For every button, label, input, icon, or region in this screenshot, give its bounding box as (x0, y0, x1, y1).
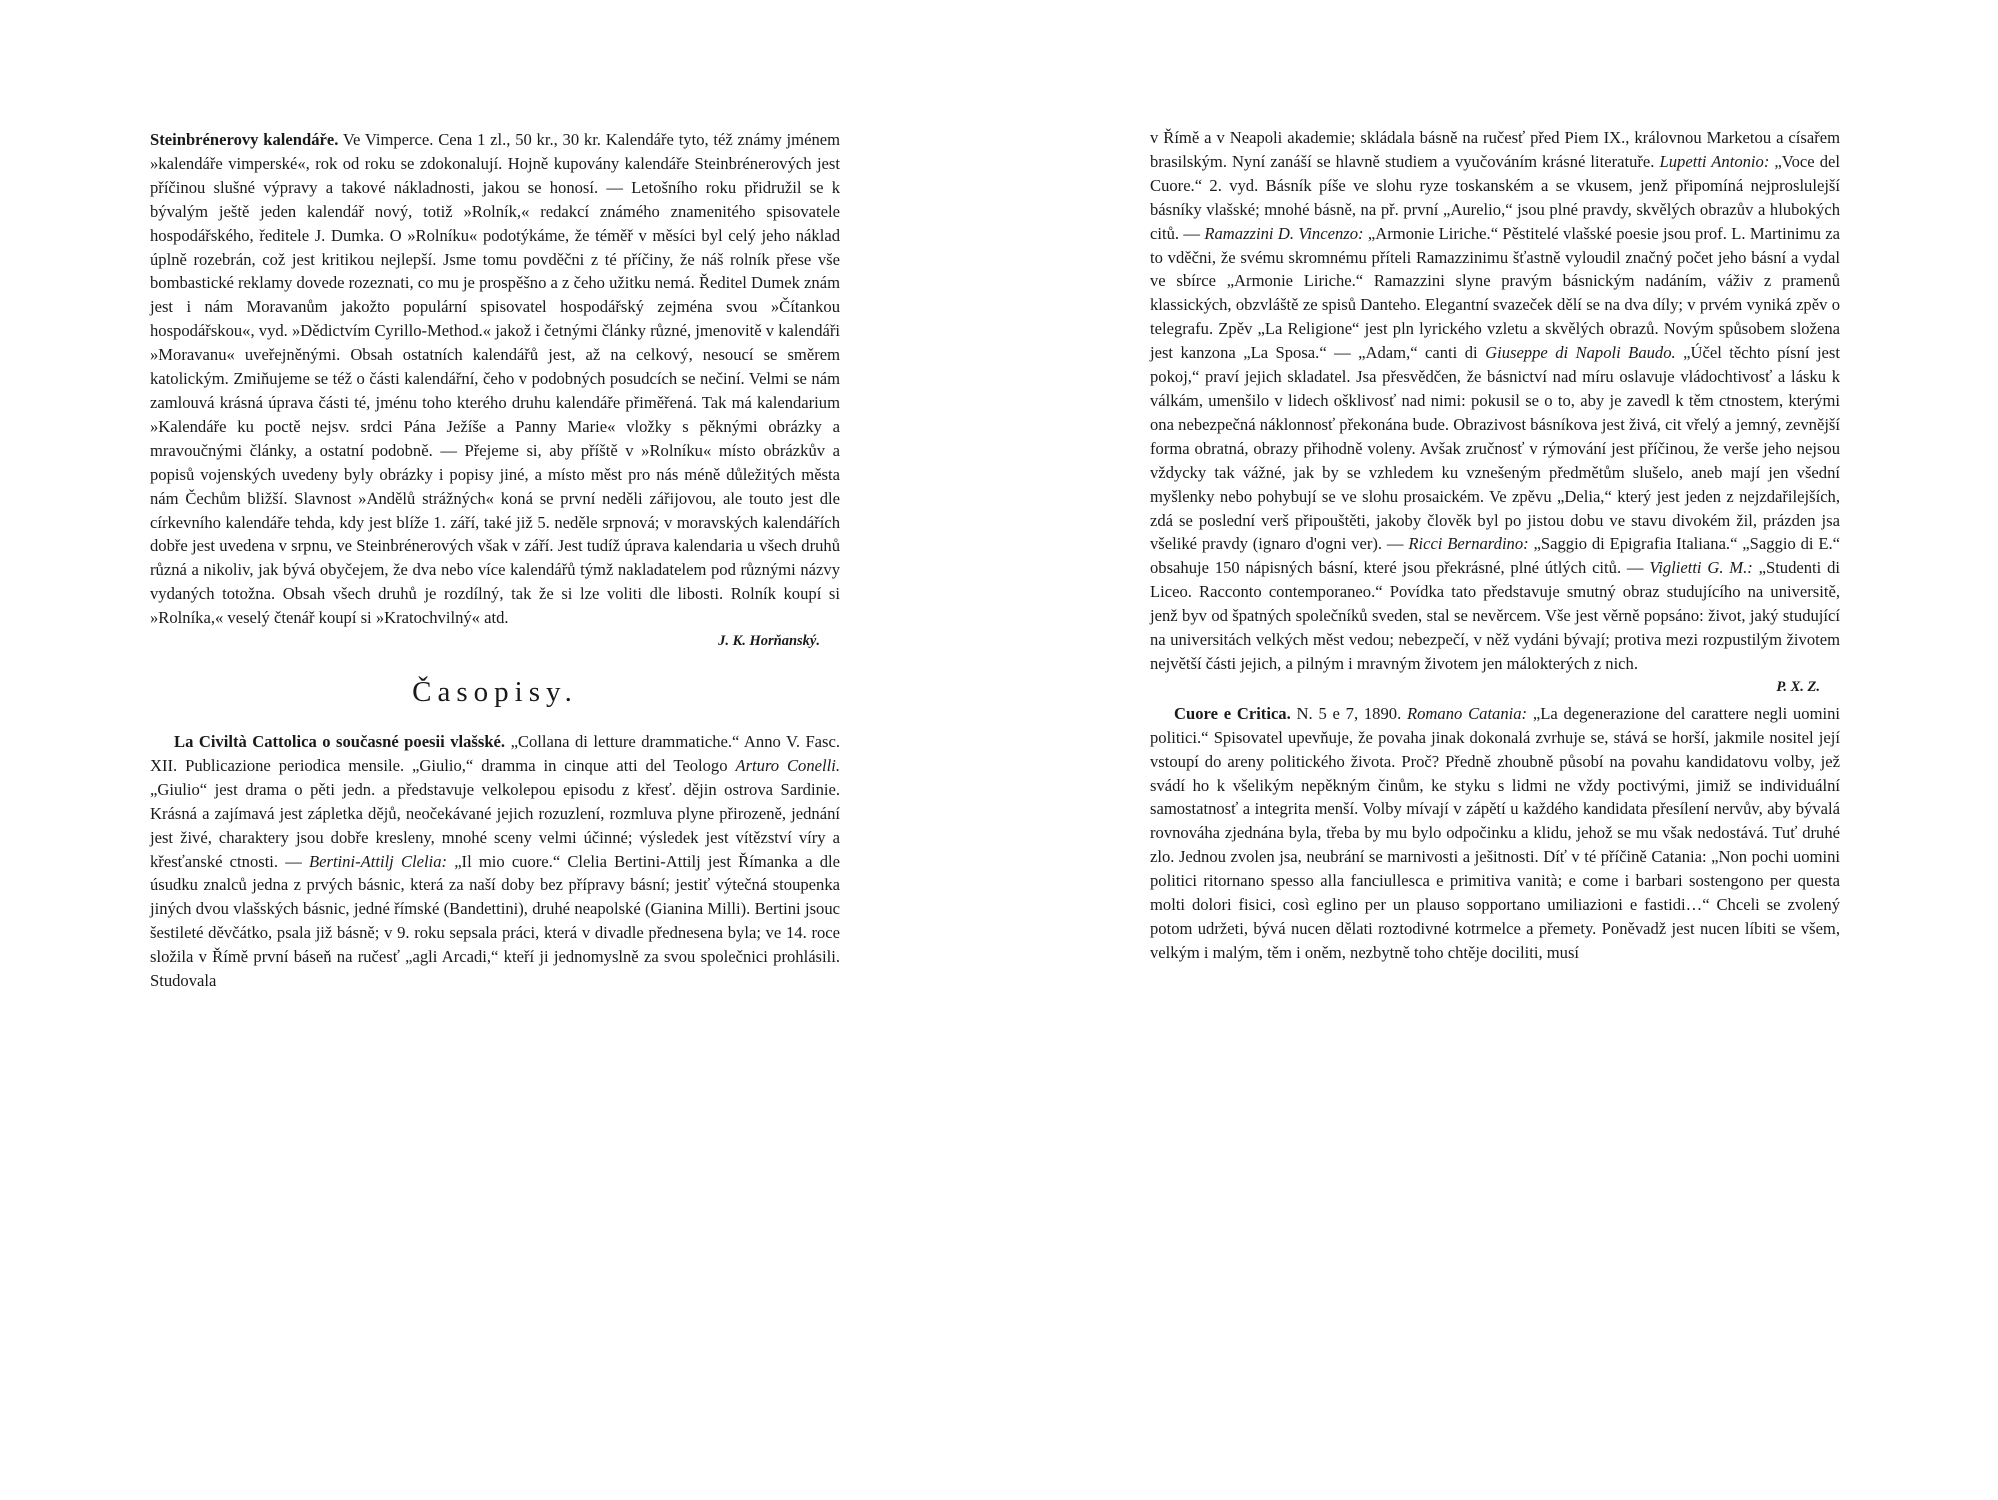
calendar-review (150, 128, 840, 630)
author-name: Viglietti G. M.: (1649, 558, 1753, 578)
civilta-body-2: „Giulio“ jest drama o pěti jedn. a představuje velkolepou episodu z křesť. dějin ostrova Sardinie. Krásná a zajímavá jest zápletka dějů, neočekávané jejich rozuzlení, rozmluva plyne přirozeně, jednání jest živé, charaktery jsou dobře kresleny, mnohé sceny velmi účinné; výsledek jest vítězství víry a křesťanské ctnosti. — (150, 779, 840, 871)
author-name: Romano Catania: (1407, 703, 1528, 723)
cuore-body: „La degenerazione del carattere negli uomini politici.“ Spisovatel upevňuje, že povaha jinak dokonalá zvrhuje se, stává se horší, jakmile nositel její vstoupí do areny politického života. Proč? Předně zhoubně působí na povahu kandidatovu volby, jež svádí ho k všelikým nepěkným činům, ke styku s lidmi ne vždy poctivými, jimiž se individuální samostatnosť a integrita menší. Volby mívají v zápětí u každého kandidata přesílení nervův, aby bývalá rovnováha zjednána byla, třeba by mu bylo odpočinku a klidu, jehož se mu však nedostává. Tuť druhé zlo. Jednou zvolen jsa, neubrání se marnivosti a ješitnosti. Díť v té příčině Catania: „Non pochi uomini politici ritornano spesso alla fanciullesca e primitiva vanità; e come i barbari sostengono per questa molti dolori fisici, così eglino per un plauso sopportano umiliazioni e fastidi…“ Chceli se zvolený potom udržeti, bývá nucen dělati roztodivné kotrmelce a přemety. Poněvadž jest nucen líbiti se všem, velkým i malým, těm i oněm, nezbytně toho chtěje dociliti, musí (1150, 703, 1840, 962)
review-meta: Ve Vimperce. Cena 1 zl., 50 kr., 30 kr. (342, 130, 601, 149)
author-name: Giuseppe di Napoli Baudo. (1485, 343, 1676, 363)
cont-body-5: „Saggio di Epigrafia Italiana.“ „Saggio di E.“ obsahuje 150 nápisných básní, které jsou překrásné, plné útlých citů. — (1150, 534, 1840, 578)
civilta-body-start: „Collana di letture drammatiche.“ Anno V. Fasc. XII. Publicazione periodica mensile. „Giulio,“ dramma in cinque atti del Teologo (150, 732, 841, 775)
author-name: Bertini-Attilj Clelia: (308, 851, 448, 871)
author-name: Lupetti Antonio: (1659, 151, 1770, 171)
review-heading: Steinbrénerovy kalendáře. (150, 130, 339, 149)
cont-body-3: „Armonie Liriche.“ Pěstitelé vlašské poesie jsou prof. L. Martinimu za to vděčni, že svému skromnému příteli Ramazzinimu šťastně vyloudil značný počet jeho básní a vydal ve sbírce „Armonie Liriche.“ Ramazzini slyne pravým básnickým nadáním, váživ z pramenů klassických, obzvláště ze spisů Danteho. Elegantní svazeček dělí se na dva díly; v prvém vyniká zpěv o telegrafu. Zpěv „La Religione“ jest pln lyrického vzletu a skvělých obrazů. Novým spůsobem složena jest kanzona „La Sposa.“ — „Adam,“ canti di (1150, 223, 1840, 363)
review-signature: J. K. Horňanský. (718, 633, 820, 650)
civilta-body-3: „Il mio cuore.“ Clelia Bertini-Attilj jest Římanka a dle úsudku znalců jedna z prvých básnic, která za naší doby bez přípravy básní; jestiť výtečná stoupenka jiných dvou vlašských básnic, jedné římské (Bandettini), druhé neapolské (Gianina Milli). Bertini jsouc šestileté děvčátko, psala již básně; v 9. roku sepsala práci, která v divadle přednesena byla; ve 14. roce složila v Římě první báseň na ručesť „agli Arcadi,“ kteří ji jednomyslně za svou společnici prohlásili. Studovala (150, 851, 840, 991)
continuation-text (1150, 126, 1840, 676)
author-name: Ricci Bernardino: (1408, 534, 1529, 554)
cont-body-4: „Účel těchto písní jest pokoj,“ praví jejich skladatel. Jsa přesvědčen, že básnictví nad míru oslavuje vládochtivosť a lásku k válkám, umenšilo v lidech ošklivosť nad nimi: pokusil se o to, aby je zavedl k těm ctnostem, kterými ona nebezpečná náklonnosť překonána bude. Obrazivost básníkova jest živá, cit vřelý a jemný, zevnější forma obratná, obrazy přihodně voleny. Avšak zručnosť v rýmování jest příčinou, že verše jeho nejsou vždycky tak vážné, jak by se vzhledem ku vznešeným předmětům slušelo, aneb mají jen všední myšlenky nebo pohybují se ve slohu prosaickém. Ve zpěvu „Delia,“ který jest jeden z nejzdařilejších, zdá se poslední verš připouštěti, jakoby člověk byl po jistou dobu ve stavu divokém žil, prázden jsa všeliké pravdy (ignaro d'ogni ver). — (1150, 343, 1840, 554)
review-body: Kalendáře tyto, též známy jménem »kalendáře vimperské«, rok od roku se zdokonalují. Hojně kupovány kalendáře Steinbrénerových jest příčinou slušné výpravy a takové nákladnosti, jakou se honosí. — Letošního roku přidružil se k bývalým ještě jeden kalendář nový, totiž »Rolník,« redakcí známého znamenitého spisovatele hospodářského, ředitele J. Dumka. O »Rolníku« podotýkáme, že téměř v měsíci byl celý jeho náklad úplně rozebrán, což jest kritikou nejlepší. Jsme tomu povděčni z té příčiny, že náš rolník přese vše bombastické reklamy dovede rozeznati, co mu je prospěšno a z čeho užitku nemá. Ředitel Dumek znám jest i nám Moravanům jakožto populární spisovatel hospodářský zejména svou »Čítankou hospodářskou«, vyd. »Dědictvím Cyrillo-Method.« jakož i četnými články různé, jmenovitě v kalendáři »Moravanu« uveřejněnými. Obsah ostatních kalendářů jest, až na celkový, nesoucí se směrem katolickým. Zmiňujeme se též o části kalendářní, čeho v podobných posudcích se nečiní. Velmi se nám zamlouvá krásná úprava části té, jménu toho kterého druhu kalendáře přiměřená. Tak má kalendarium »Kalendáře ku poctě nejsv. srdci Pána Ježíše a Panny Marie« vložky s pěknými obrázky a mravoučnými články, a ostatní podobně. — Přejeme si, aby příště v »Rolníku« místo obrázkův a popisů vojenských uvedeny byly obrázky i popisy jiné, a místo měst pro nás méně důležitých města nám Čechům bližší. Slavnost »Andělů strážných« koná se první neděli zářijovou, ale touto jest dle církevního kalendáře tehda, kdy jest blíže 1. září, také již 5. neděle srpnová; v moravských kalendářích dobře jest uvedena v srpnu, ve Steinbrénerových však v září. Jest tudíž úprava kalendaria u všech druhů různá a nikoliv, jak bývá obyčejem, že dva nebo více kalendářů týmž nakladatelem pod různými názvy vydaných totožna. Obsah všech druhů je rozdílný, tak že si lze voliti dle libosti. Rolník koupí si »Rolníka,« veselý čtenář koupí si »Kratochvilný« atd. (150, 130, 841, 628)
cuore-meta: N. 5 e 7, 1890. (1296, 703, 1402, 723)
civilta-article (150, 730, 840, 993)
cont-body-1: v Římě a v Neapoli akademie; skládala básně na ručesť před Piem IX., královnou Marketou a císařem brasilským. Nyní zanáší se hlavně studiem a vyučováním krásné literatuře. (1150, 128, 1840, 171)
section-title: Časopisy. (412, 676, 578, 709)
left-page (150, 128, 840, 993)
continuation-signature: P. X. Z. (1776, 678, 1820, 695)
cuore-heading: Cuore e Critica. (1174, 703, 1291, 723)
right-page (1150, 126, 1840, 965)
cont-body-2: „Voce del Cuore.“ 2. vyd. Básník píše ve slohu ryze toskanském a se vkusem, jenž připomíná nejproslulejší básníky vlašské; mnohé básně, na př. první „Aurelio,“ jsou plné pravdy, skvělých obrazův a hlubokých citů. — (1150, 151, 1840, 243)
civilta-heading: La Civiltà Cattolica o současné poesii vlašské. (174, 732, 506, 752)
author-name: Ramazzini D. Vincenzo: (1204, 223, 1364, 243)
cont-body-6: „Studenti di Liceo. Racconto contemporaneo.“ Povídka tato představuje smutný obraz studujícího na universitě, jenž byv od špatných společníků sveden, stal se nevěrcem. Vše jest věrně popsáno: život, jaký studující na universitách velkých měst vedou; nebezpečí, v něž vydáni bývají; protiva mezi rozpustilým životem největší části jejich, a pilným i mravným životem jen málokterých z nich. (1150, 558, 1840, 673)
author-name: Arturo Conelli. (735, 755, 840, 775)
cuore-article (1150, 702, 1840, 965)
